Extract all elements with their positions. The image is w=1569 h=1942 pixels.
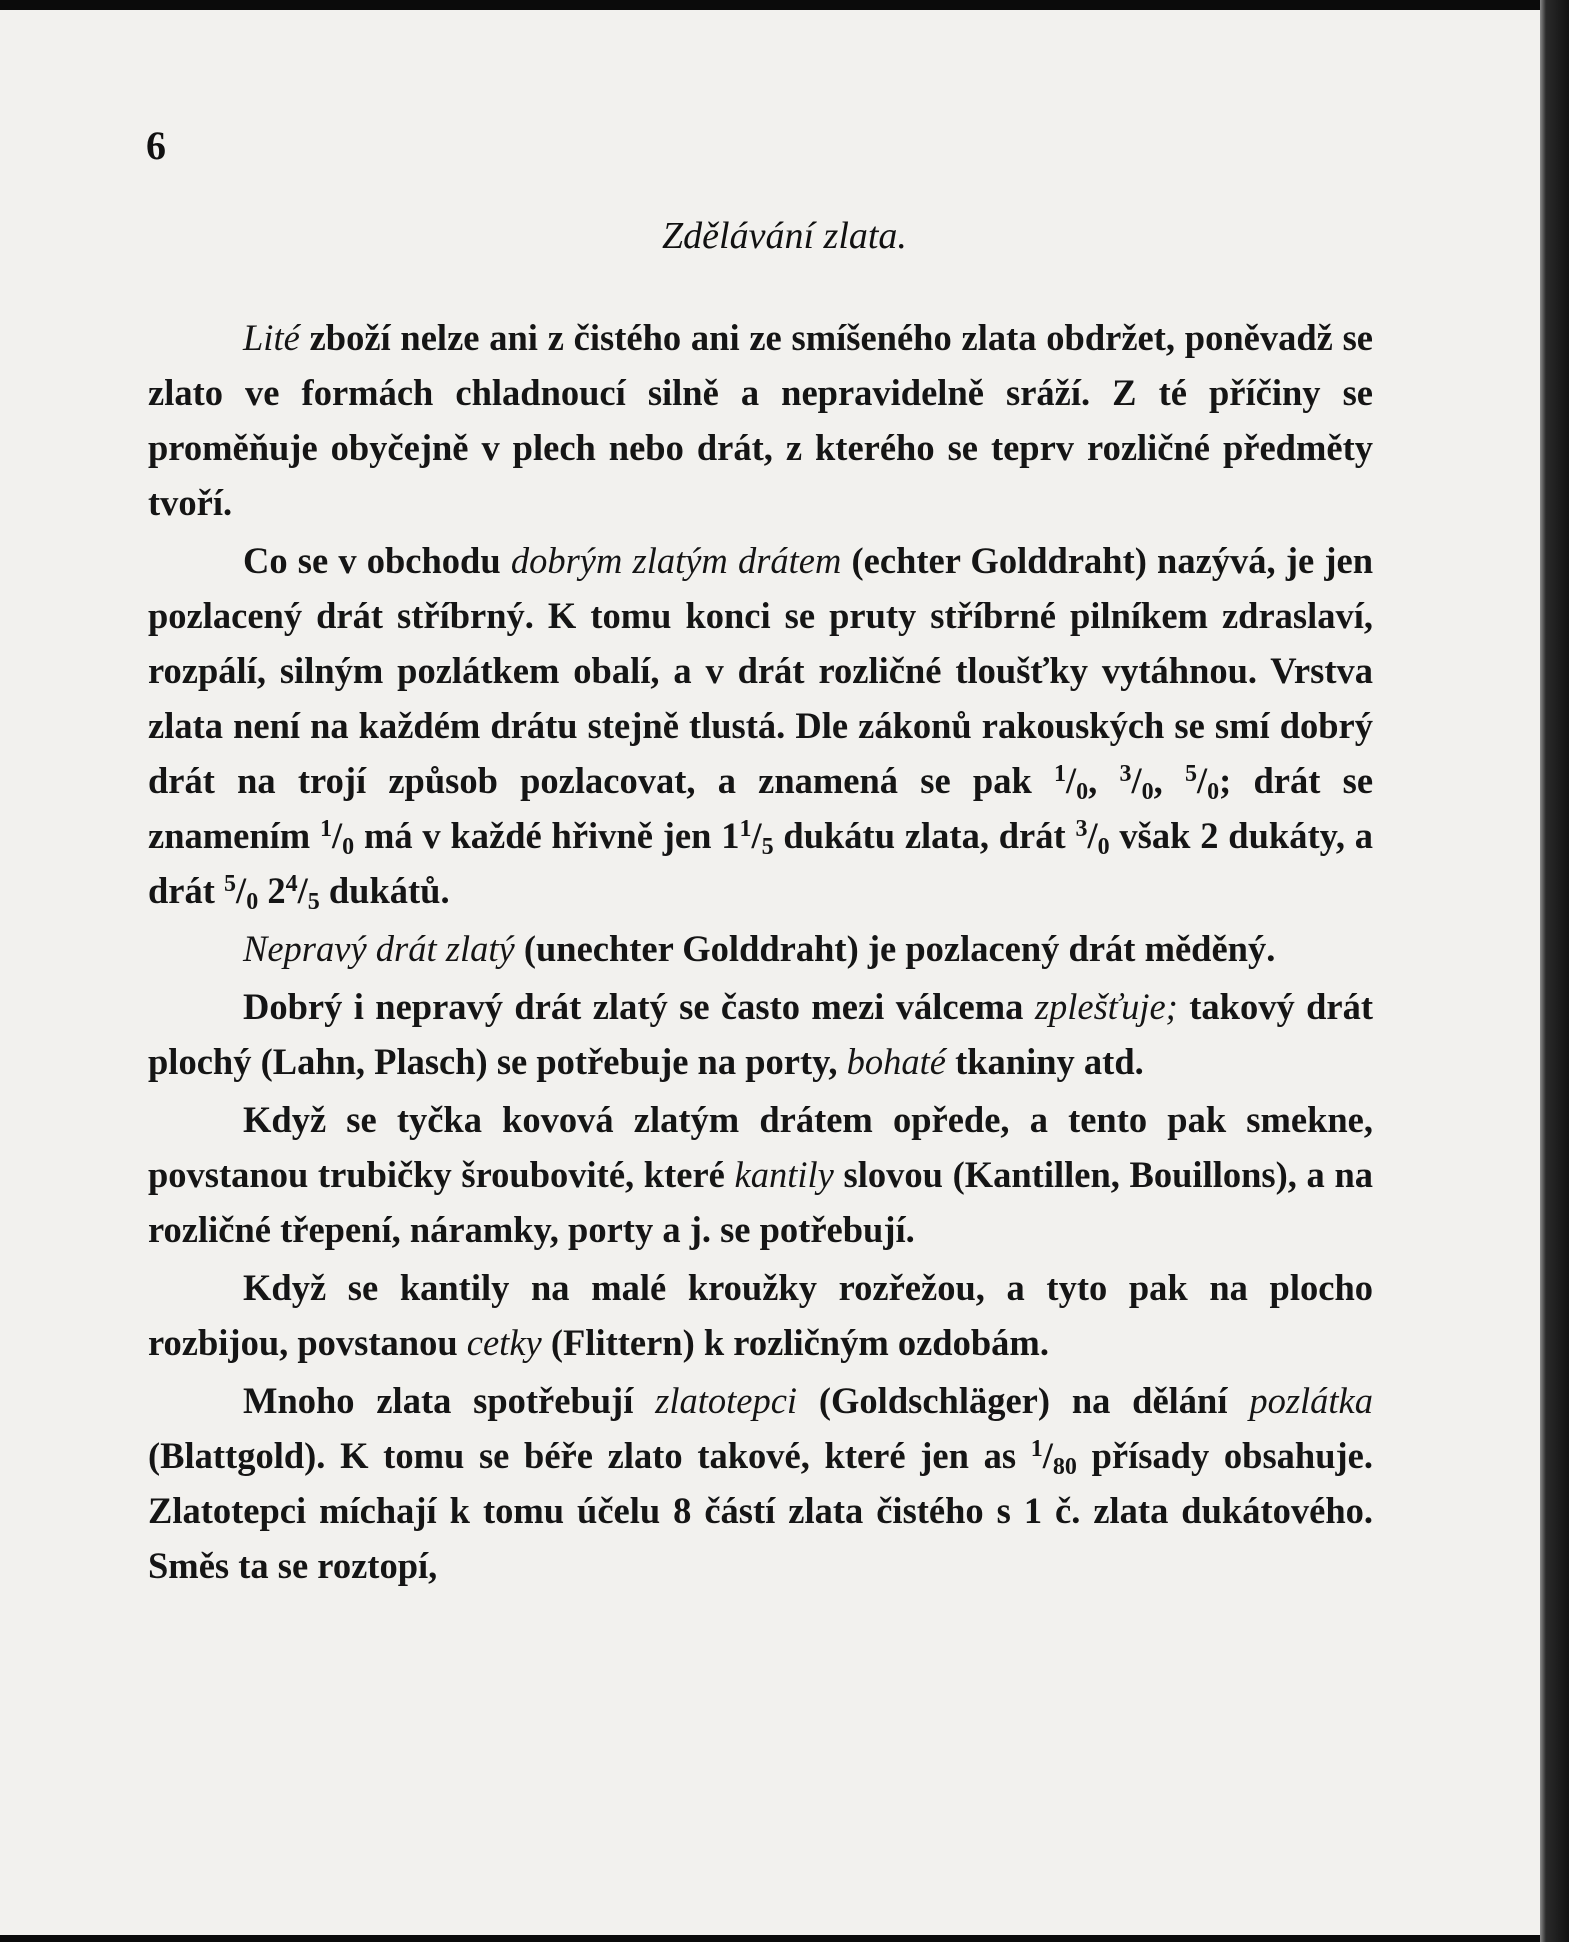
paragraph-kantily: Když se tyčka kovová zlatým drátem opřede, a tento pak smekne, povstanou trubičky šroubovité, které kantily slovou (Kantillen, Bouillons), a na rozličné třepení, náramky, porty a j. se potřebují.: [148, 1099, 1374, 1250]
fraction-denominator: 5: [761, 834, 774, 860]
fraction-denominator: 80: [1052, 1454, 1077, 1480]
page-number: 6: [146, 123, 166, 168]
fraction-denominator: 0: [1207, 779, 1220, 805]
fraction-numerator: 3: [1075, 816, 1088, 842]
fraction-denominator: 0: [246, 889, 259, 915]
fraction-numerator: 5: [1184, 761, 1197, 787]
term-good-gold-wire: dobrým zlatým drátem: [510, 540, 842, 581]
term-kantily: kantily: [734, 1154, 834, 1195]
section-heading: Zdělávání zlata.: [662, 215, 907, 257]
fraction-numerator: 1: [1030, 1436, 1043, 1462]
fraction-numerator: 4: [285, 871, 298, 897]
fraction-numerator: 5: [224, 871, 237, 897]
fraction-denominator: 0: [1141, 779, 1154, 805]
term-false-gold-wire: Nepravý drát zlatý: [243, 928, 515, 969]
term-pozlatka: pozlátka: [1249, 1380, 1373, 1421]
paragraph-false-wire: Nepravý drát zlatý (unechter Golddraht) je pozlacený drát měděný.: [243, 928, 1276, 969]
term-cetky: cetky: [466, 1322, 542, 1363]
fraction-numerator: 1: [739, 816, 752, 842]
term-zlatotepci: zlatotepci: [655, 1380, 798, 1421]
fraction-denominator: 5: [307, 889, 320, 915]
fraction-numerator: 1: [1053, 761, 1066, 787]
fraction-denominator: 0: [1076, 779, 1089, 805]
page-edge-shadow: [1540, 0, 1569, 1942]
paragraph-good-wire: Co se v obchodu dobrým zlatým drátem (echter Golddraht) nazývá, je jen pozlacený drát stříbrný. K tomu konci se pruty stříbrné pilníkem zdraslaví, rozpálí, silným pozlátkem obalí, a v drát rozličné tloušťky vytáhnou. Vrstva zlata není na každém drátu stejně tlustá. Dle zákonů rakouských se smí dobrý drát na trojí způsob pozlacovat, a znamená se pak $^1/_0$, $^3/_0$, $^5/_0$; drát se znamením $^1/_0$ má v každé hřivně jen $1^1/_5$ dukátu zlata, drát $^3/_0$ však 2 dukáty, a drát $^5/_0$ $2^4/_5$ dukátů.: [148, 540, 1374, 915]
paragraph-cetky: Když se kantily na malé kroužky rozřežou, a tyto pak na plocho rozbijou, povstanou cetky (Flittern) k rozličným ozdobám.: [148, 1267, 1373, 1363]
paragraph-flattened-wire: Dobrý i nepravý drát zlatý se často mezi válcema zplešťuje; takový drát plochý (Lahn, Plasch) se potřebuje na porty, bohaté tkaniny atd.: [148, 986, 1373, 1082]
fraction-denominator: 0: [1097, 834, 1110, 860]
body-text: [148, 310, 1373, 1596]
book-page: [0, 10, 1540, 1935]
paragraph-cast-goods: Lité zboží nelze ani z čistého ani ze smíšeného zlata obdržet, poněvadž se zlato ve formách chladnoucí silně a nepravidelně sráží. Z té příčiny se proměňuje obyčejně v plech nebo drát, z kterého se teprv rozličné předměty tvoří.: [148, 317, 1373, 523]
term-zplestuje: zplešťuje;: [1034, 986, 1178, 1027]
term-lite: Lité: [243, 317, 300, 358]
fraction-denominator: 0: [342, 834, 355, 860]
fraction-numerator: 3: [1119, 761, 1132, 787]
term-bohate: bohaté: [846, 1041, 946, 1082]
fraction-numerator: 1: [320, 816, 333, 842]
paragraph-gold-beaters: Mnoho zlata spotřebují zlatotepci (Goldschläger) na dělání pozlátka (Blattgold). K tomu se béře zlato takové, které jen as $^1/_{80}$ přísady obsahuje. Zlatotepci míchají k tomu účelu 8 částí zlata čistého s 1 č. zlata dukátového. Směs ta se roztopí,: [148, 1380, 1373, 1586]
